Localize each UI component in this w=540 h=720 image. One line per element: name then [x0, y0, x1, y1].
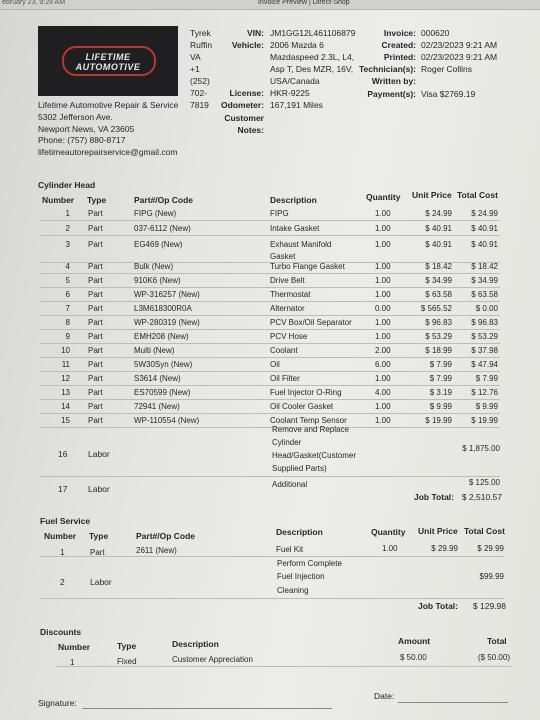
cyl-row-8-n: 8 — [65, 318, 70, 327]
cyl-row-15-p: WP-110554 (New) — [134, 416, 200, 425]
cyl-row-11-p: 5W30Syn (New) — [134, 360, 193, 369]
disc-row-amount: $ 50.00 — [400, 653, 427, 662]
fuel-row-2-desc-3: Cleaning — [277, 586, 309, 595]
labor-17-number: 17 — [58, 484, 68, 494]
customer-country-code: +1 — [190, 64, 200, 74]
fuel-col-unit-price: Unit Price — [418, 526, 458, 536]
cyl-row-5-n: 5 — [65, 276, 70, 285]
cyl-row-13-t: Part — [88, 388, 103, 397]
created-value: 02/23/2023 9:21 AM — [421, 40, 498, 50]
cyl-row-6-c: $ 63.58 — [471, 290, 498, 299]
cyl-row-13-d: Fuel Injector O-Ring — [270, 388, 342, 397]
cyl-row-3-n: 3 — [65, 240, 70, 249]
fuel-row-2-desc-1: Perform Complete — [277, 559, 342, 568]
fuel-row-1-unit: $ 29.99 — [431, 544, 458, 553]
cyl-row-12-q: 1.00 — [375, 374, 391, 383]
cyl-row-12-n: 12 — [61, 374, 70, 383]
cyl-row-8-u: $ 96.83 — [425, 318, 452, 327]
fuel-col-description: Description — [276, 527, 323, 537]
shop-logo — [38, 26, 178, 96]
disc-col-amount: Amount — [398, 636, 431, 646]
cyl-row-3-q: 1.00 — [375, 240, 391, 249]
labor-17-desc: Additional — [272, 480, 308, 489]
cyl-row-8-q: 1.00 — [375, 318, 391, 327]
shop-address-1: 5302 Jefferson Ave. — [38, 112, 113, 122]
odometer-value: 167,191 Miles — [270, 100, 323, 110]
print-title: Invoice Preview | Direct-Shop — [258, 0, 350, 6]
cyl-row-11-n: 11 — [61, 360, 70, 369]
cyl-row-2-c: $ 40.91 — [471, 224, 498, 233]
fuel-row-1-desc: Fuel Kit — [276, 545, 304, 554]
customer-notes-label-2: Notes: — [237, 125, 264, 135]
cyl-row-2-n: 2 — [65, 224, 70, 233]
cyl-row-6-d: Thermostat — [270, 290, 311, 299]
vin-label: VIN: — [247, 28, 264, 38]
cyl-row-15-c: $ 19.99 — [471, 416, 498, 425]
col-quantity: Quantity — [366, 192, 401, 202]
vehicle-label: Vehicle: — [231, 40, 264, 50]
cyl-row-2-u: $ 40.91 — [425, 224, 452, 233]
cyl-row-11-q: 6.00 — [375, 360, 391, 369]
cyl-row-11-u: $ 7.99 — [429, 360, 452, 369]
labor-17-total: $ 125.00 — [468, 478, 500, 487]
labor-16-type: Labor — [88, 449, 110, 459]
cyl-row-13-q: 4.00 — [375, 388, 391, 397]
cyl-row-1-t: Part — [88, 209, 103, 218]
signature-label: Signature: — [38, 698, 77, 708]
cyl-row-7-t: Part — [88, 304, 103, 313]
disc-row-number: 1 — [70, 658, 75, 667]
printed-label: Printed: — [383, 52, 416, 62]
cyl-row-4-t: Part — [88, 262, 103, 271]
printed-value: 02/23/2023 9:21 AM — [421, 52, 498, 62]
labor-16-desc-3: Head/Gasket(Customer — [272, 451, 357, 460]
cyl-row-6-n: 6 — [65, 290, 70, 299]
fuel-service-title: Fuel Service — [40, 516, 91, 526]
cyl-row-10-d: Coolant — [270, 346, 298, 355]
fuel-row-1-qty: 1.00 — [382, 544, 398, 553]
cyl-row-12-c: $ 7.99 — [475, 374, 498, 383]
browser-print-header — [0, 0, 540, 10]
customer-phone-1: 702- — [190, 88, 208, 98]
cyl-row-6-u: $ 63.58 — [425, 290, 452, 299]
customer-area-code: (252) — [190, 76, 210, 86]
cyl-row-11-d: Oil — [270, 360, 280, 369]
cyl-row-8-p: WP-280319 (New) — [134, 318, 200, 327]
cyl-row-4-q: 1.00 — [375, 262, 391, 271]
cyl-row-5-u: $ 34.99 — [425, 276, 452, 285]
fuel-row-2-type: Labor — [90, 577, 112, 587]
date-line — [398, 702, 508, 703]
cyl-row-4-c: $ 18.42 — [471, 262, 498, 271]
cyl-row-1-n: 1 — [65, 209, 70, 218]
cyl-row-10-p: Multi (New) — [134, 346, 175, 355]
fuel-job-total-label: Job Total: — [418, 601, 458, 611]
shop-email: lifetimeautorepairservice@gmail.com — [38, 147, 178, 157]
discounts-title: Discounts — [40, 627, 82, 637]
cyl-row-3-t: Part — [88, 240, 103, 249]
invoice-label: Invoice: — [383, 28, 416, 38]
cyl-row-8-c: $ 96.83 — [471, 318, 498, 327]
customer-phone-2: 7819 — [190, 100, 209, 110]
disc-col-type: Type — [117, 641, 137, 651]
cyl-row-15-q: 1.00 — [375, 416, 391, 425]
cyl-row-9-t: Part — [88, 332, 103, 341]
vin-value: JM1GG12L461106879 — [270, 28, 356, 38]
disc-col-description: Description — [172, 639, 219, 649]
fuel-row-2-desc-2: Fuel Injection — [277, 572, 325, 581]
cyl-row-9-p: EMH208 (New) — [134, 332, 189, 341]
cyl-row-5-p: 910K6 (New) — [134, 276, 181, 285]
logo-text: LIFETIME AUTOMOTIVE — [75, 52, 141, 72]
cyl-row-9-q: 1.00 — [375, 332, 391, 341]
cyl-row-8-d: PCV Box/Oil Separator — [270, 318, 352, 327]
cyl-row-14-c: $ 9.99 — [475, 402, 498, 411]
cyl-row-3-d: Exhaust Manifold — [270, 240, 332, 249]
cyl-row-12-t: Part — [88, 374, 103, 383]
cyl-row-1-u: $ 24.99 — [425, 209, 452, 218]
cyl-row-12-u: $ 7.99 — [429, 374, 452, 383]
col-unit-price: Unit Price — [412, 190, 452, 200]
cyl-row-2-d: Intake Gasket — [270, 224, 320, 233]
fuel-col-type: Type — [89, 531, 109, 541]
cyl-row-13-n: 13 — [61, 388, 70, 397]
fuel-row-1-total: $ 29.99 — [477, 544, 504, 553]
vehicle-line-1: 2006 Mazda 6 — [270, 40, 324, 50]
cyl-row-4-d: Turbo Flange Gasket — [270, 262, 345, 271]
labor-16-desc-1: Remove and Replace — [272, 425, 349, 434]
cyl-row-15-n: 15 — [61, 416, 70, 425]
cyl-row-8-t: Part — [88, 318, 103, 327]
signature-line — [82, 708, 332, 709]
license-label: License: — [229, 88, 264, 98]
cyl-row-3-p: EG469 (New) — [134, 240, 183, 249]
payments-label: Payment(s): — [367, 89, 416, 99]
cyl-row-11-t: Part — [88, 360, 103, 369]
cyl-row-5-q: 1.00 — [375, 276, 391, 285]
cyl-row-14-d: Oil Cooler Gasket — [270, 402, 334, 411]
license-value: HKR-9225 — [270, 88, 310, 98]
cyl-row-5-d: Drive Belt — [270, 276, 305, 285]
cyl-row-3-d2: Gasket — [270, 252, 296, 261]
cyl-row-7-p: L3M618300R0A — [134, 304, 192, 313]
cyl-row-10-n: 10 — [61, 346, 70, 355]
cyl-row-10-t: Part — [88, 346, 103, 355]
cyl-row-13-p: ES70599 (New) — [134, 388, 191, 397]
cyl-row-10-q: 2.00 — [375, 346, 391, 355]
cyl-row-14-t: Part — [88, 402, 103, 411]
cyl-row-6-p: WP-316257 (New) — [134, 290, 200, 299]
cyl-row-14-n: 14 — [61, 402, 70, 411]
written-by-label: Written by: — [371, 76, 416, 86]
labor-16-number: 16 — [58, 449, 68, 459]
fuel-job-total: $ 129.98 — [472, 601, 506, 611]
cyl-row-14-q: 1.00 — [375, 402, 391, 411]
cyl-row-6-q: 1.00 — [375, 290, 391, 299]
disc-row-total: ($ 50.00) — [477, 653, 510, 662]
fuel-row-1-part: 2611 (New) — [136, 546, 177, 555]
customer-last-name: Ruffin — [190, 40, 213, 50]
customer-notes-label-1: Customer — [224, 113, 264, 123]
fuel-row-1-number: 1 — [60, 548, 65, 557]
col-description: Description — [270, 195, 317, 205]
col-type: Type — [87, 195, 107, 205]
cyl-row-15-t: Part — [88, 416, 103, 425]
cyl-row-13-u: $ 3.19 — [429, 388, 452, 397]
labor-16-desc-2: Cylinder — [272, 438, 302, 447]
technician-label: Technician(s): — [359, 64, 416, 74]
cyl-row-4-n: 4 — [65, 262, 70, 271]
labor-16-desc-4: Supplied Parts) — [272, 464, 327, 473]
cyl-row-6-t: Part — [88, 290, 103, 299]
cyl-row-11-c: $ 47.94 — [471, 360, 498, 369]
cyl-row-7-u: $ 565.52 — [420, 304, 452, 313]
cyl-job-total-label: Job Total: — [414, 492, 454, 502]
disc-col-total: Total — [487, 636, 507, 646]
fuel-col-part: Part#/Op Code — [136, 531, 196, 541]
cyl-row-2-q: 1.00 — [375, 224, 391, 233]
cyl-row-13-c: $ 12.76 — [471, 388, 498, 397]
cyl-row-5-t: Part — [88, 276, 103, 285]
vehicle-line-4: USA/Canada — [270, 76, 320, 86]
shop-address-2: Newport News, VA 23605 — [38, 124, 135, 134]
cyl-row-7-d: Alternator — [270, 304, 305, 313]
cyl-row-1-c: $ 24.99 — [471, 209, 498, 218]
cyl-row-12-p: S3614 (New) — [134, 374, 181, 383]
cyl-job-total: $ 2,510.57 — [461, 492, 502, 502]
vehicle-line-3: Asp T, Des MZR, 16V, — [270, 64, 354, 74]
cyl-row-9-d: PCV Hose — [270, 332, 308, 341]
col-number: Number — [42, 195, 75, 205]
col-total-cost: Total Cost — [457, 190, 498, 200]
cyl-row-15-d: Coolant Temp Sensor — [270, 416, 347, 425]
cylinder-head-title: Cylinder Head — [38, 180, 96, 190]
cyl-row-15-u: $ 19.99 — [425, 416, 452, 425]
cyl-row-4-p: Bulk (New) — [134, 262, 174, 271]
cyl-row-5-c: $ 34.99 — [471, 276, 498, 285]
date-label: Date: — [374, 691, 395, 701]
cyl-row-4-u: $ 18.42 — [425, 262, 452, 271]
cyl-row-9-c: $ 53.29 — [471, 332, 498, 341]
cyl-row-9-u: $ 53.29 — [425, 332, 452, 341]
fuel-col-total-cost: Total Cost — [464, 526, 505, 536]
cyl-row-3-c: $ 40.91 — [471, 240, 498, 249]
shop-name: Lifetime Automotive Repair & Service — [38, 100, 179, 110]
labor-17-type: Labor — [88, 484, 110, 494]
fuel-row-2-number: 2 — [60, 577, 65, 587]
disc-row-type: Fixed — [117, 657, 137, 666]
fuel-row-1-type: Part — [90, 548, 105, 557]
disc-row-desc: Customer Appreciation — [172, 655, 253, 664]
fuel-col-quantity: Quantity — [371, 527, 406, 537]
cyl-row-12-d: Oil Filter — [270, 374, 300, 383]
vehicle-line-2: Mazdaspeed 2.3L, L4, — [270, 52, 355, 62]
cyl-row-1-p: FIPG (New) — [134, 209, 177, 218]
cyl-row-1-d: FIPG — [270, 209, 289, 218]
customer-state: VA — [190, 52, 201, 62]
created-label: Created: — [381, 40, 416, 50]
disc-col-number: Number — [58, 642, 91, 652]
cyl-row-7-c: $ 0.00 — [475, 304, 498, 313]
cyl-row-7-q: 0.00 — [375, 304, 391, 313]
cyl-row-1-q: 1.00 — [375, 209, 391, 218]
fuel-col-number: Number — [44, 531, 77, 541]
col-part: Part#/Op Code — [134, 195, 194, 205]
print-date: ebruary 23, 9:28 AM — [2, 0, 66, 6]
cyl-row-9-n: 9 — [65, 332, 70, 341]
cyl-row-14-p: 72941 (New) — [134, 402, 180, 411]
fuel-row-2-total: $99.99 — [479, 572, 504, 581]
cyl-row-7-n: 7 — [65, 304, 70, 313]
cyl-row-10-c: $ 37.98 — [471, 346, 498, 355]
cyl-row-10-u: $ 18.99 — [425, 346, 452, 355]
shop-phone: Phone: (757) 880-8717 — [38, 135, 126, 145]
invoice-number: 000620 — [421, 28, 450, 38]
customer-first-name: Tyrek — [190, 28, 211, 38]
labor-16-total: $ 1,875.00 — [462, 444, 500, 453]
cyl-row-3-u: $ 40.91 — [425, 240, 452, 249]
cyl-row-14-u: $ 9.99 — [429, 402, 452, 411]
cyl-row-2-p: 037-6112 (New) — [134, 224, 191, 233]
odometer-label: Odometer: — [221, 100, 264, 110]
technician-value: Roger Collins — [421, 64, 473, 74]
payments-value: Visa $2769.19 — [421, 89, 476, 99]
cyl-row-2-t: Part — [88, 224, 103, 233]
